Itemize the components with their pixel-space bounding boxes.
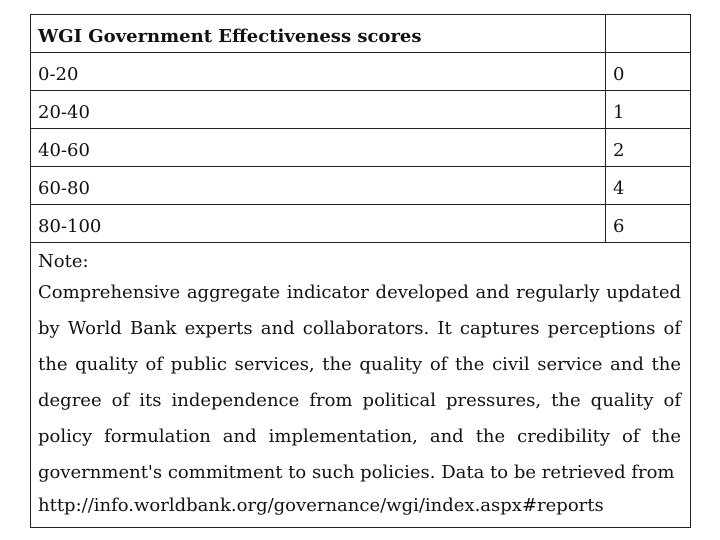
table-row <box>31 167 691 205</box>
score-cell: 4 <box>606 167 691 205</box>
range-cell: 40-60 <box>31 129 606 167</box>
table-header-row <box>31 15 691 53</box>
note-url: http://info.worldbank.org/governance/wgi/index.aspx#reports <box>38 495 604 516</box>
range-cell: 80-100 <box>31 205 606 243</box>
wgi-scores-table <box>30 14 691 528</box>
range-cell: 0-20 <box>31 53 606 91</box>
note-label: Note: <box>38 251 89 272</box>
range-cell: 20-40 <box>31 91 606 129</box>
table-row <box>31 53 691 91</box>
table-row <box>31 129 691 167</box>
range-cell: 60-80 <box>31 167 606 205</box>
table-row <box>31 205 691 243</box>
score-cell: 0 <box>606 53 691 91</box>
score-header <box>606 15 691 53</box>
table-title: WGI Government Effectiveness scores <box>31 15 606 53</box>
score-cell: 6 <box>606 205 691 243</box>
table-row <box>31 91 691 129</box>
note-text: Comprehensive aggregate indicator developed and regularly updated by World Bank experts and collaborators. It captures perceptions of the quality of public services, the quality of the civil service and the degree of its independence from political pressures, the quality of policy formulation and implementation, and the credibility of the government's commitment to such policies. Data to be retrieved from <box>38 282 681 483</box>
score-cell: 2 <box>606 129 691 167</box>
note-row <box>31 243 691 528</box>
note-cell <box>31 243 691 528</box>
score-cell: 1 <box>606 91 691 129</box>
